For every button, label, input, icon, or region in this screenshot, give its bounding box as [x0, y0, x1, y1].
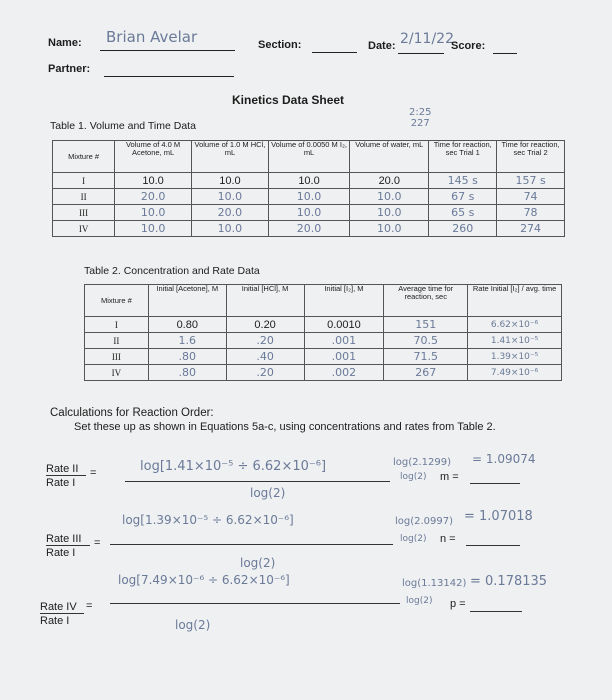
cell[interactable]: 145 s — [429, 173, 497, 189]
cell[interactable]: 20.0 — [115, 189, 192, 205]
cell: 20.0 — [350, 173, 429, 189]
margin-note-line: 227 — [410, 118, 430, 129]
variable-label: p = — [450, 598, 466, 610]
partner-label: Partner: — [48, 63, 91, 75]
calc-subtitle: Set these up as shown in Equations 5a-c, using concentrations and rates from Table 2. — [74, 421, 496, 433]
cell[interactable]: 78 — [497, 205, 565, 221]
table1-title: Table 1. Volume and Time Data — [50, 120, 196, 132]
cell[interactable]: 10.0 — [350, 205, 429, 221]
table-row — [53, 221, 565, 237]
cell[interactable]: 74 — [497, 189, 565, 205]
cell[interactable]: 10.0 — [350, 189, 429, 205]
cell[interactable]: 157 s — [497, 173, 565, 189]
table-row — [85, 349, 562, 365]
cell[interactable]: 71.5 — [384, 349, 468, 365]
cell[interactable]: .80 — [148, 349, 226, 365]
header-cell: Time for reaction, sec Trial 2 — [497, 141, 565, 173]
cell: II — [53, 189, 115, 205]
cell: III — [85, 349, 149, 365]
header-cell: Volume of 0.0050 M I₂, mL — [268, 141, 349, 173]
rate-ratio-IV — [40, 600, 77, 628]
header-cell: Volume of water, mL — [350, 141, 429, 173]
cell[interactable]: 1.6 — [148, 333, 226, 349]
cell: II — [85, 333, 149, 349]
cell: 0.80 — [148, 317, 226, 333]
score-line[interactable] — [493, 53, 517, 54]
cell[interactable]: 10.0 — [268, 205, 349, 221]
equals-sign: = — [90, 467, 97, 479]
volume-time-table — [52, 140, 565, 237]
work-denominator[interactable]: log(2) — [175, 618, 211, 632]
cell: IV — [53, 221, 115, 237]
table-row — [53, 189, 565, 205]
header-cell: Rate Initial [I₂] / avg. time — [468, 285, 562, 317]
fraction-bar — [46, 545, 90, 546]
cell[interactable]: 20.0 — [192, 205, 269, 221]
work-numerator[interactable]: log[7.49×10⁻⁶ ÷ 6.62×10⁻⁶] — [118, 573, 290, 587]
cell: 10.0 — [115, 173, 192, 189]
cell[interactable]: 10.0 — [268, 189, 349, 205]
variable-label: m = — [440, 471, 459, 483]
cell: IV — [85, 365, 149, 381]
cell: 10.0 — [268, 173, 349, 189]
cell[interactable]: 7.49×10⁻⁶ — [468, 365, 562, 381]
concentration-rate-table — [84, 284, 562, 381]
ratio-numerator: Rate III — [46, 533, 82, 545]
answer-value[interactable]: = 0.178135 — [470, 574, 548, 589]
cell[interactable]: 70.5 — [384, 333, 468, 349]
cell[interactable]: 260 — [429, 221, 497, 237]
right-numerator[interactable]: log(2.0997) — [395, 516, 454, 527]
cell[interactable]: .002 — [304, 365, 384, 381]
header-cell: Initial [Acetone], M — [148, 285, 226, 317]
cell[interactable]: 10.0 — [115, 221, 192, 237]
ratio-denominator: Rate I — [46, 477, 76, 489]
cell[interactable]: .20 — [226, 365, 304, 381]
cell: 0.0010 — [304, 317, 384, 333]
answer-line[interactable] — [466, 545, 520, 546]
variable-label: n = — [440, 533, 456, 545]
cell[interactable]: 20.0 — [268, 221, 349, 237]
cell[interactable]: .20 — [226, 333, 304, 349]
answer-line[interactable] — [470, 483, 520, 484]
cell[interactable]: 10.0 — [192, 189, 269, 205]
right-denominator[interactable]: log(2) — [400, 534, 427, 544]
table-row — [85, 317, 562, 333]
answer-line[interactable] — [470, 611, 522, 612]
table-row — [85, 333, 562, 349]
header-cell: Initial [HCl], M — [226, 285, 304, 317]
equals-sign: = — [94, 537, 101, 549]
cell: 10.0 — [192, 173, 269, 189]
cell: I — [85, 317, 149, 333]
cell[interactable]: 65 s — [429, 205, 497, 221]
header-cell: Initial [I₂], M — [304, 285, 384, 317]
table-row — [53, 173, 565, 189]
header-cell: Volume of 4.0 M Acetone, mL — [115, 141, 192, 173]
right-denominator[interactable]: log(2) — [400, 472, 427, 482]
right-numerator[interactable]: log(2.1299) — [393, 457, 452, 468]
cell[interactable]: 67 s — [429, 189, 497, 205]
cell[interactable]: 10.0 — [350, 221, 429, 237]
table-row — [85, 365, 562, 381]
header-cell: Mixture # — [85, 285, 149, 317]
fraction-bar — [40, 613, 84, 614]
name-label: Name: — [48, 37, 82, 49]
ratio-numerator: Rate IV — [40, 601, 77, 613]
section-label: Section: — [258, 39, 302, 51]
cell[interactable]: 267 — [384, 365, 468, 381]
answer-value[interactable]: = 1.09074 — [472, 452, 536, 466]
right-denominator[interactable]: log(2) — [406, 596, 433, 606]
date-label: Date: — [368, 40, 396, 52]
cell[interactable]: 274 — [497, 221, 565, 237]
table2-title: Table 2. Concentration and Rate Data — [84, 265, 260, 277]
right-numerator[interactable]: log(1.13142) — [402, 578, 467, 589]
section-line[interactable] — [312, 52, 357, 53]
date-value[interactable]: 2/11/22 — [400, 31, 454, 47]
header-cell: Average time for reaction, sec — [384, 285, 468, 317]
header-cell: Mixture # — [53, 141, 115, 173]
cell[interactable]: 6.62×10⁻⁶ — [468, 317, 562, 333]
answer-value[interactable]: = 1.07018 — [464, 509, 533, 524]
ratio-denominator: Rate I — [40, 615, 70, 627]
cell: 0.20 — [226, 317, 304, 333]
sheet-title: Kinetics Data Sheet — [232, 93, 345, 107]
cell[interactable]: 10.0 — [115, 205, 192, 221]
name-line — [100, 50, 235, 51]
work-fraction-bar — [125, 481, 390, 482]
margin-note — [409, 107, 431, 129]
cell[interactable]: 10.0 — [192, 221, 269, 237]
cell: III — [53, 205, 115, 221]
work-denominator[interactable]: log(2) — [240, 556, 276, 570]
partner-line[interactable] — [104, 76, 234, 77]
cell: I — [53, 173, 115, 189]
work-numerator[interactable]: log[1.39×10⁻⁵ ÷ 6.62×10⁻⁶] — [122, 513, 294, 527]
work-denominator[interactable]: log(2) — [250, 486, 286, 500]
cell[interactable]: .001 — [304, 349, 384, 365]
header-cell: Time for reaction, sec Trial 1 — [429, 141, 497, 173]
calc-title: Calculations for Reaction Order: — [50, 407, 214, 419]
ratio-denominator: Rate I — [46, 547, 76, 559]
cell[interactable]: 151 — [384, 317, 468, 333]
work-fraction-bar — [110, 544, 393, 545]
margin-note-line: 2:25 — [409, 107, 432, 118]
name-value[interactable]: Brian Avelar — [106, 28, 198, 46]
rate-ratio-III — [46, 532, 81, 560]
cell[interactable]: .001 — [304, 333, 384, 349]
work-fraction-bar — [110, 603, 400, 604]
cell[interactable]: 1.41×10⁻⁵ — [468, 333, 562, 349]
cell[interactable]: .40 — [226, 349, 304, 365]
score-label: Score: — [451, 40, 486, 52]
cell[interactable]: .80 — [148, 365, 226, 381]
cell[interactable]: 1.39×10⁻⁵ — [468, 349, 562, 365]
header-cell: Volume of 1.0 M HCl, mL — [192, 141, 269, 173]
equals-sign: = — [86, 600, 93, 612]
work-numerator[interactable]: log[1.41×10⁻⁵ ÷ 6.62×10⁻⁶] — [140, 459, 327, 474]
rate-ratio-II — [46, 462, 78, 490]
date-line — [398, 53, 444, 54]
table-row — [53, 205, 565, 221]
ratio-numerator: Rate II — [46, 463, 79, 475]
fraction-bar — [46, 475, 86, 476]
